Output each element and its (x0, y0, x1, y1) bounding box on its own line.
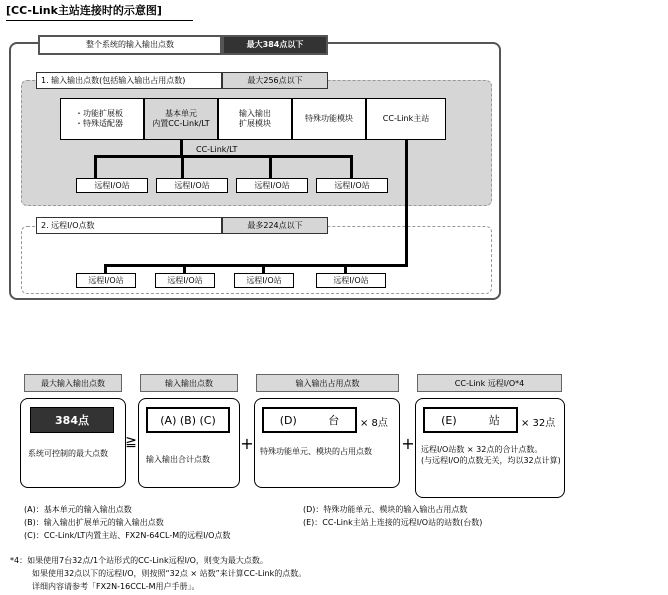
header-max-io: 最大输入输出点数 (24, 374, 122, 392)
d-unit: 台 (328, 414, 340, 427)
note-3: 详细内容请参考「FX2N-16CCL-M用户手册」。 (32, 582, 200, 591)
note-2: 如果使用32点以下的远程I/O，则按照“32点 × 站数”来计算CC-Link的点数。 (32, 569, 307, 578)
value-384: 384点 (30, 407, 114, 433)
module1-line2: ・特殊适配器 (75, 119, 123, 128)
module2-line2: 内置CC-Link/LT (152, 119, 210, 128)
cclink-stub-2 (183, 264, 186, 273)
desc-io: 输入输出合计点数 (146, 455, 210, 464)
cclink-bus (104, 264, 408, 267)
header-io: 输入输出点数 (140, 374, 238, 392)
cclink-stub-3 (262, 264, 265, 273)
legend-a: (A)：基本单元的输入输出点数 (24, 505, 132, 514)
desc-max: 系统可控制的最大点数 (28, 449, 108, 458)
e-unit: 站 (488, 414, 500, 427)
plus-2: + (401, 434, 415, 453)
desc-e-2: (与远程I/O的点数无关，均以32点计算) (421, 456, 561, 465)
remote-io-upper-1: 远程I/O站 (76, 178, 148, 193)
module1-line1: ・功能扩展板 (75, 109, 123, 118)
cclink-drop (405, 140, 408, 266)
cclt-bus (94, 155, 352, 158)
module2-line1: 基本单元 (165, 109, 197, 118)
value-e (423, 407, 518, 433)
ge-symbol: ≧ (125, 434, 137, 450)
header-cclink-remote: CC-Link 远程I/O*4 (417, 374, 562, 392)
legend-b: (B)：输入输出扩展单元的输入输出点数 (24, 518, 164, 527)
section1-max-badge: 最大256点以下 (222, 72, 328, 89)
cclink-stub-4 (344, 264, 347, 273)
module-base-unit (144, 98, 218, 140)
value-abc: (A) (B) (C) (146, 407, 230, 433)
remote-io-upper-3: 远程I/O站 (236, 178, 308, 193)
page-title: [CC-Link主站连接时的示意图] (6, 4, 162, 17)
cclink-stub-1 (104, 264, 107, 273)
legend-e: (E)：CC-Link主站上连接的远程I/O站的站数(台数) (303, 518, 483, 527)
e-multiplier: × 32点 (521, 418, 556, 429)
d-multiplier: × 8点 (360, 418, 388, 429)
legend-d: (D)：特殊功能单元、模块的输入输出占用点数 (303, 505, 468, 514)
legend-c: (C)：CC-Link/LT内置主站、FX2N-64CL-M的远程I/O点数 (24, 531, 231, 540)
section1-label: 1. 输入输出点数(包括输入输出占用点数) (36, 72, 222, 89)
cclt-label: CC-Link/LT (196, 145, 238, 154)
cclt-stub-3 (269, 155, 272, 178)
module-special-function: 特殊功能模块 (292, 98, 366, 140)
plus-1: + (240, 434, 254, 453)
module3-line2: 扩展模块 (239, 119, 271, 128)
remote-io-lower-1: 远程I/O站 (76, 273, 136, 288)
system-max-badge: 最大384点以下 (222, 35, 328, 55)
title-underline (6, 20, 193, 21)
e-label: (E) (441, 413, 457, 427)
section2-max-badge: 最多224点以下 (222, 217, 328, 234)
module-io-expansion (218, 98, 292, 140)
module-cclink-master: CC-Link主站 (366, 98, 446, 140)
module3-line1: 输入输出 (239, 109, 271, 118)
cclt-stub-1 (94, 155, 97, 178)
remote-io-upper-4: 远程I/O站 (316, 178, 388, 193)
desc-e-1: 远程I/O站数 × 32点的合计点数。 (421, 445, 543, 454)
section2-label: 2. 远程I/O点数 (36, 217, 222, 234)
desc-d: 特殊功能单元、模块的占用点数 (260, 447, 372, 456)
d-label: (D) (279, 413, 297, 427)
remote-io-lower-4: 远程I/O站 (316, 273, 386, 288)
module-expansion-board (60, 98, 144, 140)
header-occupied-io: 输入输出占用点数 (256, 374, 399, 392)
value-d (262, 407, 357, 433)
desc-e (421, 444, 561, 466)
cclt-stub-4 (350, 155, 353, 178)
remote-io-upper-2: 远程I/O站 (156, 178, 228, 193)
remote-io-lower-3: 远程I/O站 (234, 273, 294, 288)
system-total-label: 整个系统的输入输出点数 (38, 35, 222, 55)
cclt-stub-2 (181, 155, 184, 178)
remote-io-lower-2: 远程I/O站 (155, 273, 215, 288)
note-1: *4：如果使用7台32点/1个站形式的CC-Link远程I/O，则变为最大点数。 (10, 556, 268, 565)
